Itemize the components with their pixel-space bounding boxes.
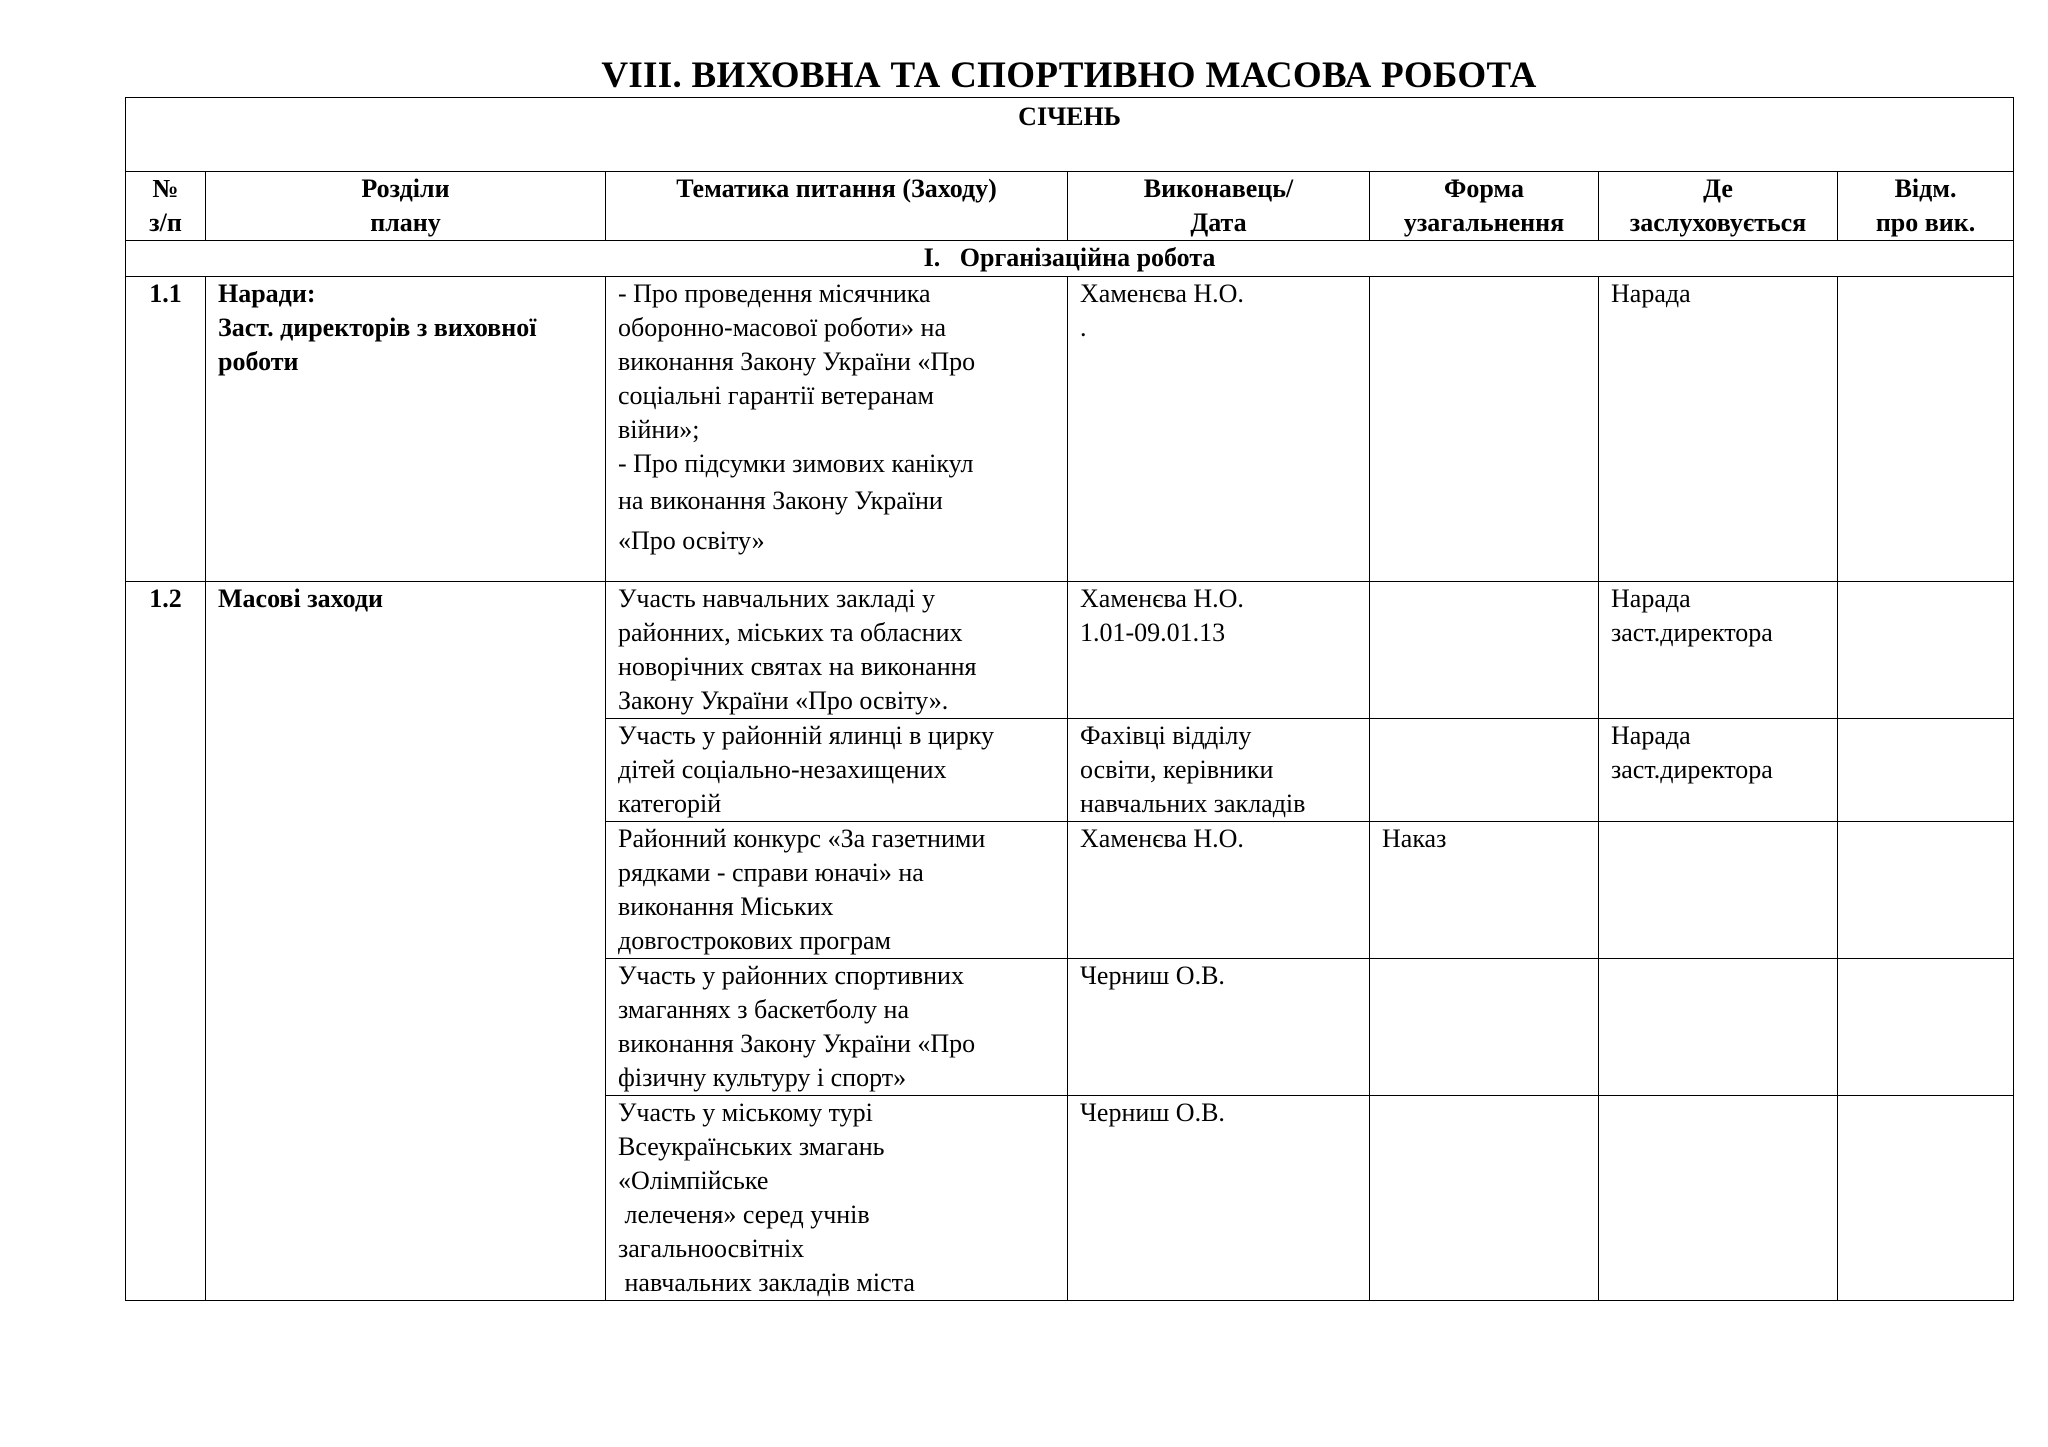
row-executor-line: Хаменєва Н.О. (1080, 279, 1244, 308)
row-where (1599, 277, 1838, 582)
header-topic-label: Тематика питання (Заходу) (676, 174, 997, 203)
header-sections-line1: Розділи (361, 174, 450, 203)
row-where-line: заст.директора (1611, 618, 1773, 647)
row-executor-line: Черниш О.В. (1080, 961, 1225, 990)
plan-table (125, 97, 2014, 1301)
row-topic-line: - Про проведення місячника (618, 279, 931, 308)
header-where-line2: заслуховується (1629, 208, 1807, 237)
row-topic (606, 1096, 1068, 1301)
header-executor (1068, 172, 1370, 241)
row-topic-line: Участь у районній ялинці в цирку (618, 721, 994, 750)
row-topic-line: Участь навчальних закладі у (618, 584, 935, 613)
row-topic-line: дітей соціально-незахищених (618, 755, 947, 784)
row-form: Наказ (1370, 822, 1599, 959)
table-row (126, 582, 2014, 719)
table-header-row (126, 172, 2014, 241)
header-mark (1838, 172, 2014, 241)
header-num-line1: № (152, 174, 179, 203)
row-executor (1068, 1096, 1370, 1301)
row-executor-line: Фахівці відділу (1080, 721, 1252, 750)
row-topic-line: довгострокових програм (618, 926, 891, 955)
section-heading-label: I. Організаційна робота (923, 243, 1216, 272)
row-executor-line: Хаменєва Н.О. (1080, 584, 1244, 613)
row-topic-line: новорічних святах на виконання (618, 652, 977, 681)
row-form (1370, 277, 1599, 582)
row-topic-line: Участь у районних спортивних (618, 961, 964, 990)
row-topic-line: соціальні гарантії ветеранам (618, 381, 934, 410)
row-topic-line: навчальних закладів міста (618, 1268, 915, 1297)
header-form (1370, 172, 1599, 241)
row-topic-line: змаганнях з баскетболу на (618, 995, 909, 1024)
row-topic-line: «Олімпійське (618, 1166, 769, 1195)
header-executor-line1: Виконавець/ (1143, 174, 1294, 203)
row-section (206, 582, 606, 1301)
row-executor (1068, 719, 1370, 822)
row-topic-line: Всеукраїнських змагань (618, 1132, 885, 1161)
row-mark (1838, 959, 2014, 1096)
header-executor-line2: Дата (1190, 208, 1247, 237)
row-topic-line: категорій (618, 789, 722, 818)
row-section-line: Наради: (218, 279, 316, 308)
row-topic-line: - Про підсумки зимових канікул (618, 449, 974, 478)
row-topic-line: районних, міських та обласних (618, 618, 963, 647)
row-executor-line: . (1080, 313, 1087, 342)
row-mark (1838, 1096, 2014, 1301)
header-topic (606, 172, 1068, 241)
row-executor (1068, 822, 1370, 959)
header-sections (206, 172, 606, 241)
row-executor-line: 1.01-09.01.13 (1080, 618, 1226, 647)
header-where (1599, 172, 1838, 241)
row-mark (1838, 582, 2014, 719)
row-mark (1838, 277, 2014, 582)
header-mark-line1: Відм. (1894, 174, 1957, 203)
header-mark-line2: про вик. (1875, 208, 1976, 237)
row-mark (1838, 822, 2014, 959)
row-where-line: Нарада (1611, 279, 1691, 308)
row-where-line: Нарада (1611, 721, 1691, 750)
row-executor-line: освіти, керівники (1080, 755, 1274, 784)
row-form (1370, 582, 1599, 719)
row-mark (1838, 719, 2014, 822)
row-topic-line: виконання Міських (618, 892, 834, 921)
row-topic-line: «Про освіту» (618, 526, 765, 555)
row-executor (1068, 582, 1370, 719)
row-topic-line: виконання Закону України «Про (618, 347, 976, 376)
row-form (1370, 1096, 1599, 1301)
row-where (1599, 822, 1838, 959)
row-executor-line: навчальних закладів (1080, 789, 1306, 818)
row-form (1370, 959, 1599, 1096)
page-title: VIII. ВИХОВНА ТА СПОРТИВНО МАСОВА РОБОТА (601, 55, 1537, 96)
row-executor-line: Черниш О.В. (1080, 1098, 1225, 1127)
table-row (126, 277, 2014, 582)
row-executor-line: Хаменєва Н.О. (1080, 824, 1244, 853)
row-where-line: Нарада (1611, 584, 1691, 613)
row-where (1599, 959, 1838, 1096)
row-topic-line: загальноосвітніх (618, 1234, 805, 1263)
row-where (1599, 719, 1838, 822)
month-label: СІЧЕНЬ (1018, 102, 1121, 131)
row-section-line: Масові заходи (218, 584, 384, 613)
month-heading (126, 98, 2014, 172)
row-topic-line: фізичну культуру і спорт» (618, 1063, 907, 1092)
row-topic (606, 277, 1068, 582)
row-where-line: заст.директора (1611, 755, 1773, 784)
row-number: 1.2 (126, 582, 206, 1301)
header-form-line2: узагальнення (1403, 208, 1565, 237)
row-executor (1068, 959, 1370, 1096)
header-num-line2: з/п (149, 208, 182, 237)
row-executor (1068, 277, 1370, 582)
row-topic-line: виконання Закону України «Про (618, 1029, 976, 1058)
row-topic (606, 822, 1068, 959)
header-num (126, 172, 206, 241)
row-where (1599, 1096, 1838, 1301)
row-topic-line: рядками - справи юначі» на (618, 858, 924, 887)
section-heading (126, 241, 2014, 277)
header-form-line1: Форма (1444, 174, 1524, 203)
row-topic (606, 582, 1068, 719)
row-where (1599, 582, 1838, 719)
row-form (1370, 719, 1599, 822)
row-topic-line: Закону України «Про освіту». (618, 686, 949, 715)
row-topic-line: війни»; (618, 415, 700, 444)
row-number: 1.1 (126, 277, 206, 582)
row-topic-line: Районний конкурс «За газетними (618, 824, 986, 853)
row-topic-line: лелеченя» серед учнів (618, 1200, 870, 1229)
row-section-line: роботи (218, 347, 299, 376)
header-where-line1: Де (1703, 174, 1733, 203)
row-topic (606, 959, 1068, 1096)
row-topic (606, 719, 1068, 822)
row-section-line: Заст. директорів з виховної (218, 313, 537, 342)
row-topic-line: Участь у міському турі (618, 1098, 873, 1127)
row-topic-line: на виконання Закону України (618, 486, 943, 515)
header-sections-line2: плану (370, 208, 441, 237)
row-section (206, 277, 606, 582)
row-topic-line: оборонно-масової роботи» на (618, 313, 947, 342)
